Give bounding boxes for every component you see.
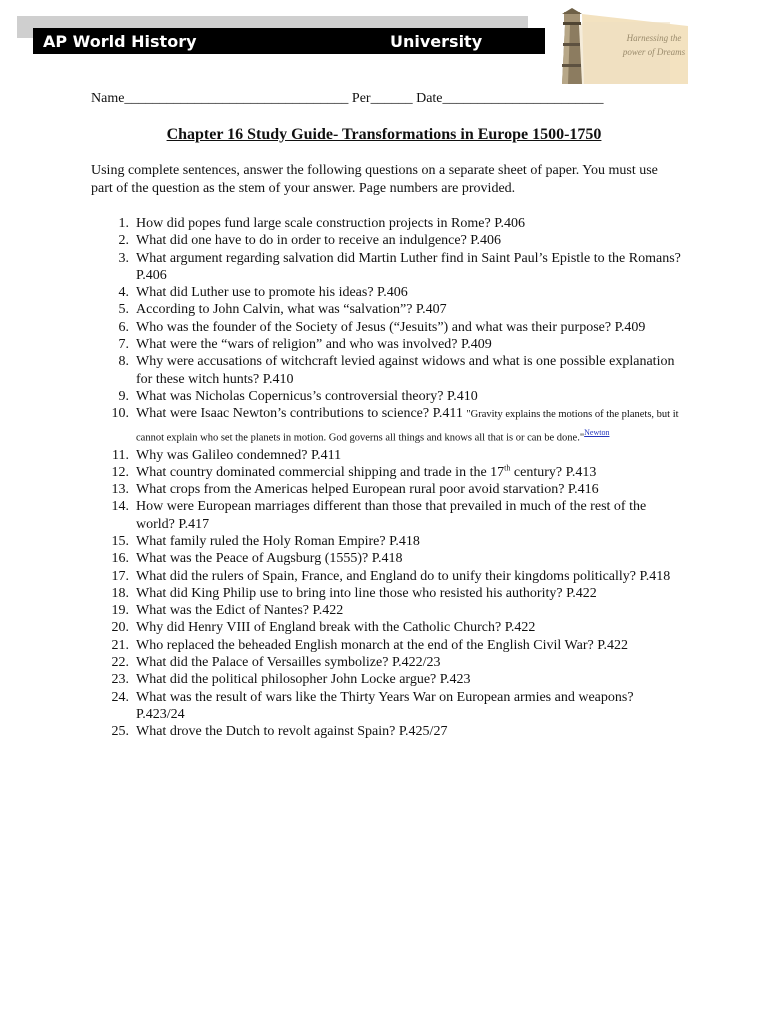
- question-text: What drove the Dutch to revolt against Spain? P.425/27: [136, 724, 448, 740]
- question-number: 3.: [118, 250, 129, 266]
- question-number: 18.: [111, 585, 129, 601]
- question-text: What did the Palace of Versailles symbolize? P.422/23: [136, 655, 441, 671]
- question-text: What was the Edict of Nantes? P.422: [136, 603, 344, 619]
- list-item: [91, 602, 681, 619]
- question-number: 13.: [111, 482, 129, 498]
- list-item: [91, 405, 681, 446]
- question-number: 20.: [111, 620, 129, 636]
- question-number: 1.: [118, 216, 129, 231]
- question-text: What did King Philip use to bring into line those who resisted his authority? P.422: [136, 585, 597, 601]
- list-item: [91, 671, 681, 688]
- question-text: Who replaced the beheaded English monarch at the end of the English Civil War? P.422: [136, 637, 628, 653]
- list-item: [91, 689, 681, 724]
- list-item: [91, 533, 681, 550]
- question-text: What family ruled the Holy Roman Empire? P.418: [136, 534, 420, 549]
- question-number: 17.: [111, 568, 129, 584]
- list-item: [91, 353, 681, 388]
- instructions: Using complete sentences, answer the following questions on a separate sheet of paper. You must use part of the question as the stem of your answer. Page numbers are provided.: [91, 163, 658, 196]
- question-text: What did the political philosopher John Locke argue? P.423: [136, 672, 471, 688]
- question-text: What was Nicholas Copernicus’s controversial theory? P.410: [136, 388, 478, 404]
- question-number: 12.: [111, 464, 129, 480]
- list-item: [91, 619, 681, 636]
- list-item: [91, 336, 681, 353]
- list-item: [91, 301, 681, 318]
- list-item: [91, 464, 681, 481]
- question-number: 2.: [118, 233, 129, 249]
- question-number: 6.: [118, 319, 129, 335]
- name-per-date-line: Name________________________________ Per______ Date_______________________: [91, 91, 604, 106]
- question-number: 21.: [111, 637, 129, 653]
- page-title: Chapter 16 Study Guide- Transformations in Europe 1500-1750: [166, 126, 602, 143]
- list-item: [91, 215, 681, 232]
- question-number: 22.: [111, 655, 129, 671]
- list-item: [91, 723, 681, 740]
- question-text-continued: century? P.413: [510, 464, 597, 480]
- list-item: [91, 585, 681, 602]
- question-number: 25.: [111, 724, 129, 740]
- question-text: What did the rulers of Spain, France, and England do to unify their kingdoms politically? P.418: [136, 568, 671, 584]
- question-text: What crops from the Americas helped European rural poor avoid starvation? P.416: [136, 482, 599, 498]
- question-text: What was the result of wars like the Thirty Years War on European armies and weapons? P.423/24: [136, 689, 634, 722]
- question-text: What argument regarding salvation did Martin Luther find in Saint Paul’s Epistle to the Romans? P.406: [136, 250, 681, 283]
- list-item: [91, 284, 681, 301]
- question-number: 8.: [118, 354, 129, 370]
- list-item: [91, 319, 681, 336]
- question-text: Why did Henry VIII of England break with the Catholic Church? P.422: [136, 620, 536, 636]
- question-list: [91, 215, 681, 741]
- list-item: [91, 498, 681, 533]
- question-number: 15.: [111, 534, 129, 549]
- question-number: 4.: [118, 285, 129, 301]
- school-name: University: [390, 32, 483, 51]
- question-number: 24.: [111, 689, 129, 705]
- question-number: 10.: [111, 406, 129, 422]
- question-text: What did Luther use to promote his ideas? P.406: [136, 285, 408, 301]
- list-item: [91, 654, 681, 671]
- question-text: What were Isaac Newton’s contributions to science? P.411: [136, 406, 467, 422]
- question-text: What country dominated commercial shipping and trade in the 17: [136, 464, 505, 480]
- question-text: Why were accusations of witchcraft levied against widows and what is one possible explanation for these witch hunts? P.410: [136, 354, 675, 387]
- question-number: 9.: [118, 388, 129, 404]
- list-item: [91, 232, 681, 249]
- question-text: What did one have to do in order to receive an indulgence? P.406: [136, 233, 502, 249]
- question-text: According to John Calvin, what was “salvation”? P.407: [136, 302, 447, 318]
- list-item: [91, 568, 681, 585]
- question-text: How were European marriages different than those that prevailed in much of the rest of the world? P.417: [136, 499, 647, 532]
- question-number: 14.: [111, 499, 129, 515]
- banner-slogan: Harnessing the power of Dreams: [622, 33, 686, 57]
- list-item: [91, 388, 681, 405]
- list-item: [91, 481, 681, 498]
- question-number: 7.: [118, 337, 129, 353]
- question-text: Who was the founder of the Society of Jesus (“Jesuits”) and what was their purpose? P.409: [136, 319, 646, 335]
- question-text: How did popes fund large scale construction projects in Rome? P.406: [136, 216, 525, 231]
- list-item: [91, 550, 681, 567]
- question-number: 16.: [111, 551, 129, 567]
- list-item: [91, 250, 681, 285]
- question-text: Why was Galileo condemned? P.411: [136, 447, 342, 463]
- quote-source-link[interactable]: Newton: [584, 427, 610, 437]
- question-text: What was the Peace of Augsburg (1555)? P.418: [136, 551, 403, 567]
- question-number: 5.: [118, 302, 129, 318]
- newton-quote: "Gravity explains the motions of the planets, but it cannot explain who set the planets in motion. God governs all things and knows all that is or can be done.": [136, 409, 679, 444]
- ordinal-superscript: th: [504, 463, 511, 473]
- header-black-bar: [33, 28, 545, 54]
- question-number: 19.: [111, 603, 129, 619]
- question-text: What were the “wars of religion” and who was involved? P.409: [136, 337, 492, 353]
- question-number: 23.: [111, 672, 129, 688]
- question-number: 11.: [112, 447, 129, 463]
- list-item: [91, 637, 681, 654]
- list-item: [91, 447, 681, 464]
- course-title: AP World History: [43, 32, 197, 51]
